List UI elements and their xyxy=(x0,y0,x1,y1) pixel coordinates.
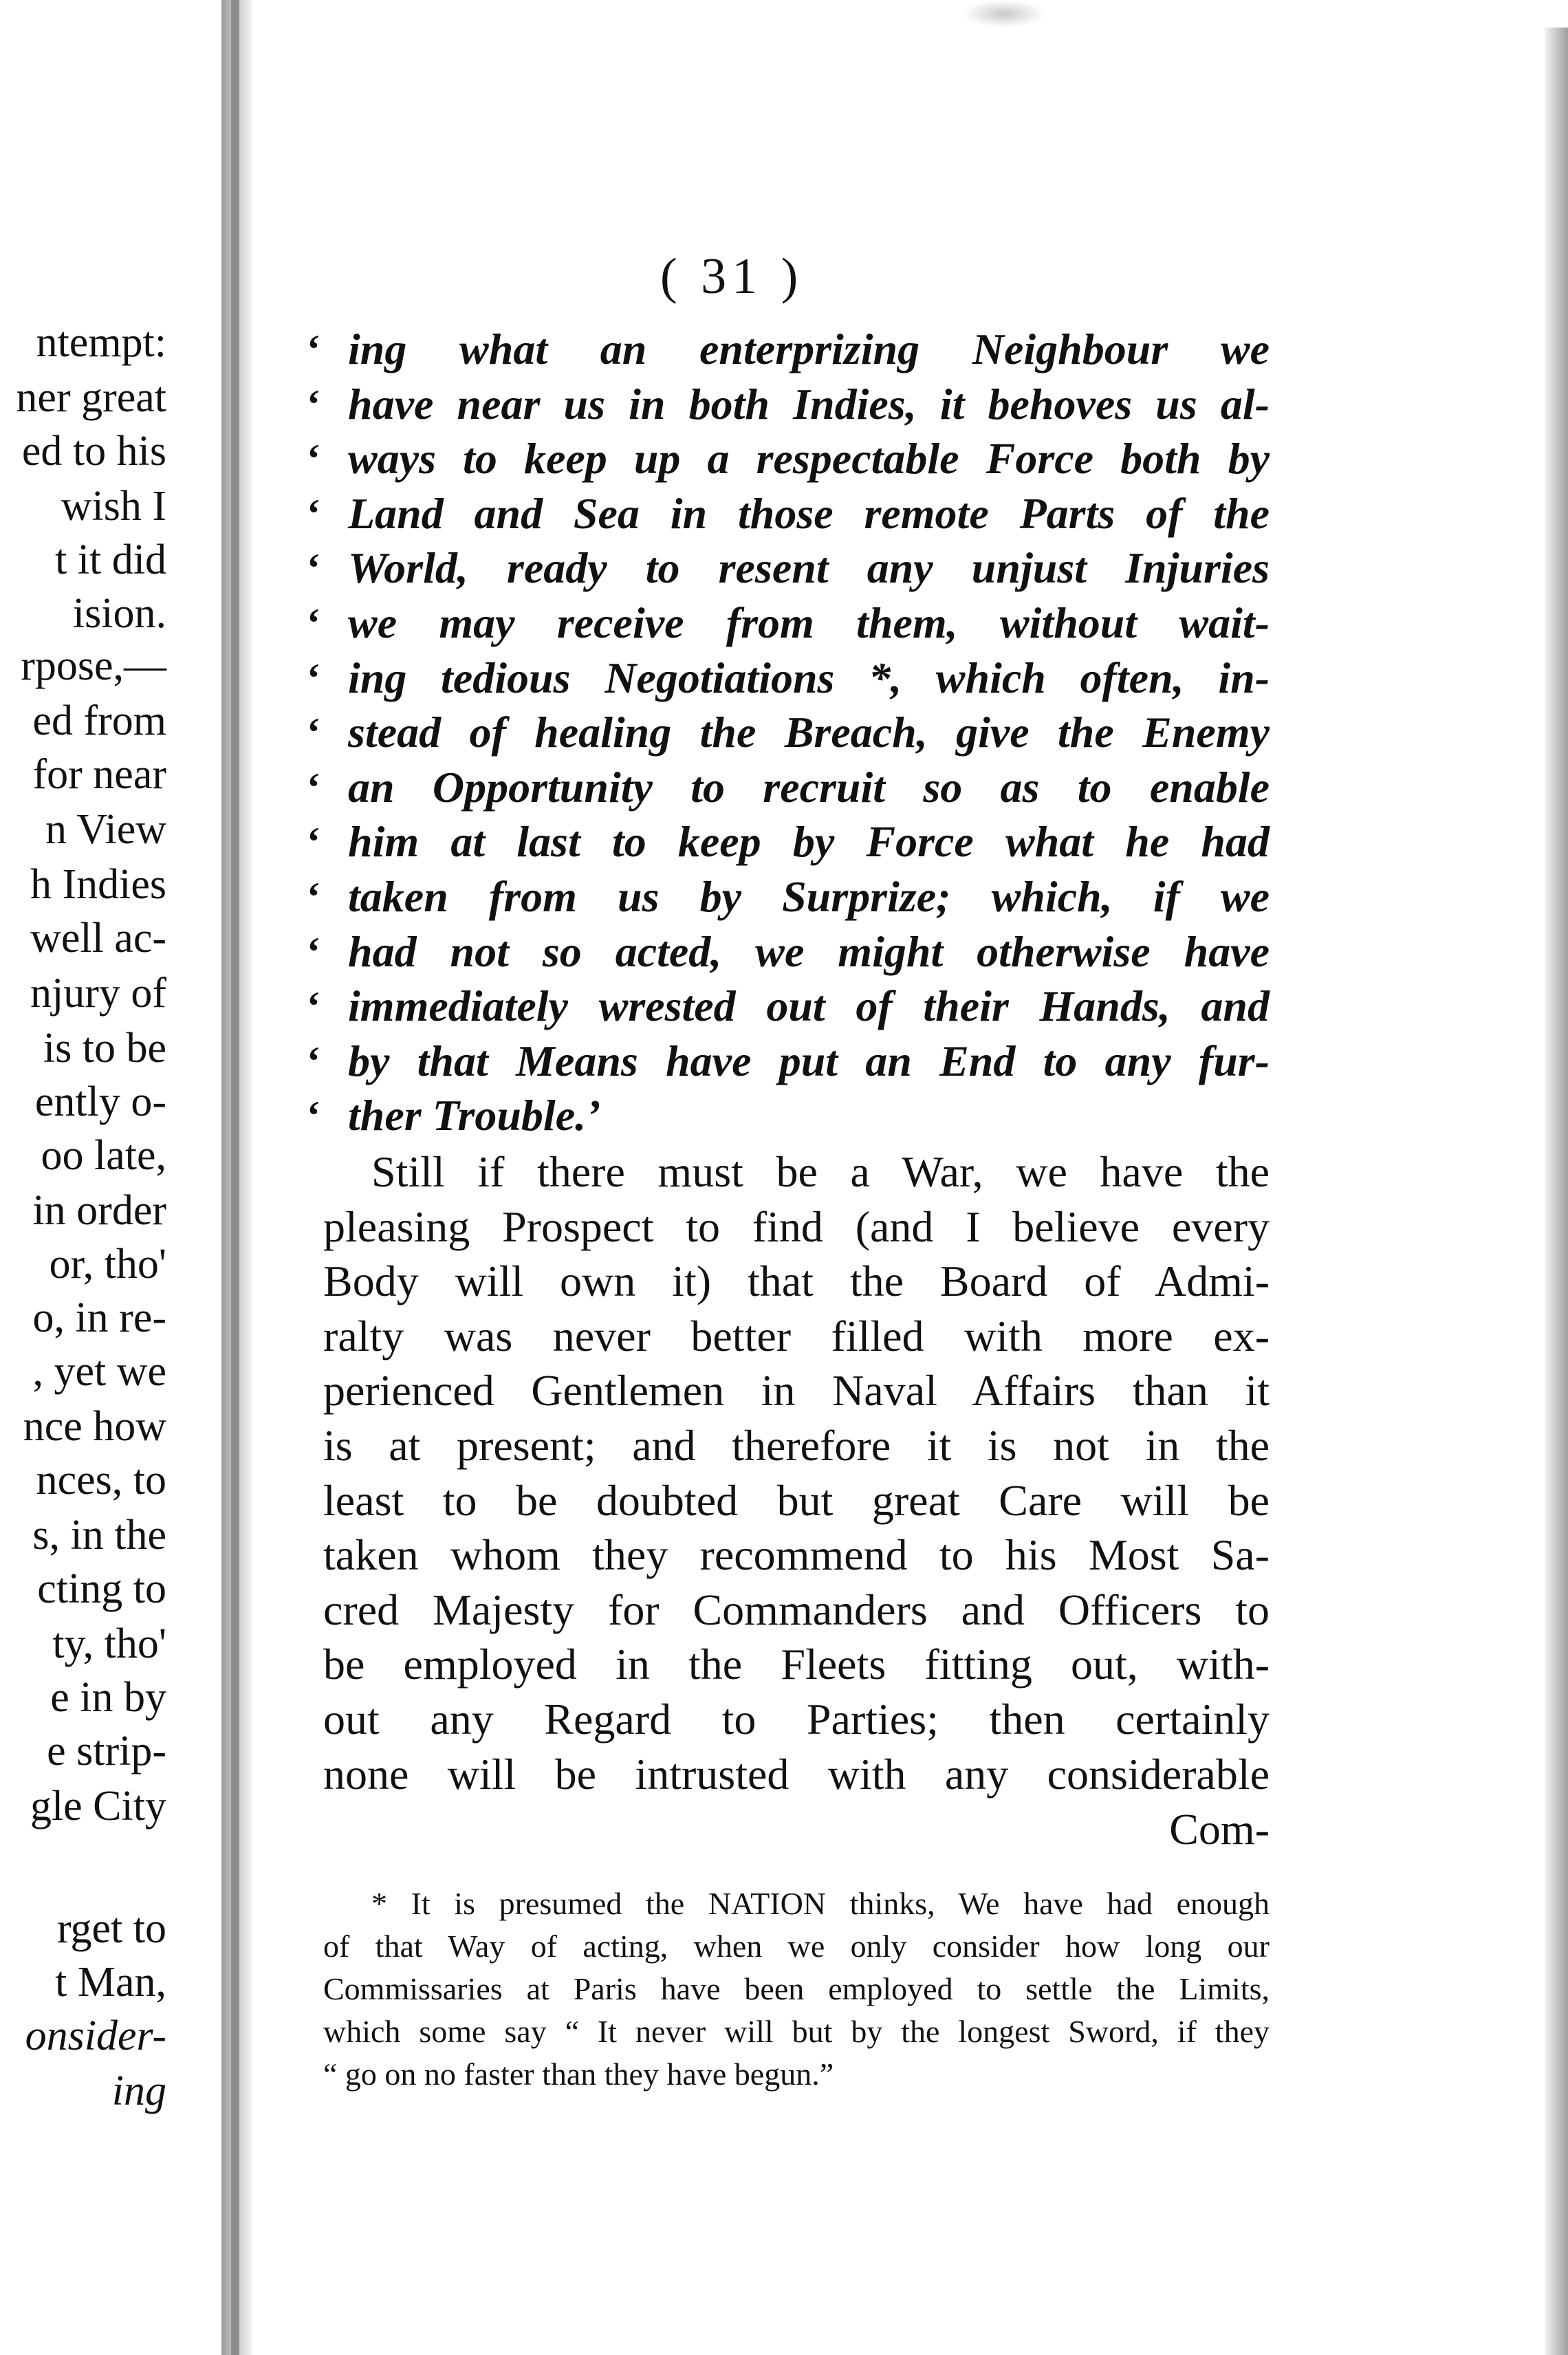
facing-page-line: or, tho' xyxy=(49,1241,166,1288)
quote-line: had not so acted, we might otherwise have xyxy=(348,927,1270,976)
quote-mark: ‘ xyxy=(307,1093,320,1138)
body-line: Body will own it) that the Board of Admi- xyxy=(323,1257,1270,1305)
facing-page-line: h Indies xyxy=(30,861,166,908)
facing-page-line: for near xyxy=(32,751,166,798)
quote-line: have near us in both Indies, it behoves us al- xyxy=(348,380,1270,428)
facing-page-line: ner great xyxy=(16,374,166,421)
body-line: perienced Gentlemen in Naval Affairs than it xyxy=(323,1366,1270,1415)
quote-mark: ‘ xyxy=(307,382,320,427)
facing-page-line: ing xyxy=(111,2068,166,2114)
quote-mark: ‘ xyxy=(307,1039,320,1084)
facing-page-line: ision. xyxy=(72,590,166,637)
facing-page-line: oo late, xyxy=(41,1132,166,1179)
facing-page-fragment xyxy=(0,0,221,2355)
facing-page-line: ty, tho' xyxy=(52,1620,166,1667)
quote-line: ways to keep up a respectable Force both by xyxy=(348,434,1270,483)
body-line: none will be intrusted with any considerable xyxy=(323,1750,1270,1799)
quote-mark: ‘ xyxy=(307,545,320,591)
quote-line: ing tedious Negotiations *, which often, in- xyxy=(348,653,1270,702)
facing-page-line: ed to his xyxy=(21,428,166,475)
quote-mark: ‘ xyxy=(307,819,320,865)
quote-line: ing what an enterprizing Neighbour we xyxy=(348,325,1270,373)
quote-mark: ‘ xyxy=(307,929,320,975)
facing-page-line: rget to xyxy=(57,1905,166,1952)
facing-page-line: nces, to xyxy=(36,1457,166,1504)
gutter-spine xyxy=(231,0,239,2355)
quote-line: ther Trouble.’ xyxy=(348,1091,601,1140)
body-line: taken whom they recommend to his Most Sa- xyxy=(323,1530,1270,1579)
facing-page-line: t it did xyxy=(55,536,166,583)
quote-mark: ‘ xyxy=(307,655,320,701)
quote-line: Land and Sea in those remote Parts of the xyxy=(348,489,1270,538)
body-line: be employed in the Fleets fitting out, with- xyxy=(323,1640,1270,1689)
quote-mark: ‘ xyxy=(307,436,320,481)
body-line: pleasing Prospect to find (and I believe every xyxy=(323,1202,1270,1251)
quote-line: immediately wrested out of their Hands, and xyxy=(348,981,1270,1030)
facing-page-line: , yet we xyxy=(32,1348,166,1395)
footnote-line: Commissaries at Paris have been employed to settle the Limits, xyxy=(323,1971,1270,2006)
quote-line: by that Means have put an End to any fur- xyxy=(348,1037,1270,1085)
body-line: least to be doubted but great Care will be xyxy=(323,1476,1270,1525)
facing-page-line: gle City xyxy=(30,1783,166,1830)
facing-page-line: s, in the xyxy=(32,1512,166,1559)
quote-line: taken from us by Surprize; which, if we xyxy=(348,872,1270,921)
page-smudge xyxy=(963,0,1045,28)
facing-page-line: in order xyxy=(32,1187,166,1234)
footnote-line: “ go on no faster than they have begun.” xyxy=(323,2056,834,2092)
facing-page-line: o, in re- xyxy=(32,1294,166,1341)
body-line: Still if there must be a War, we have the xyxy=(371,1147,1270,1196)
facing-page-line: t Man, xyxy=(55,1959,166,2006)
quote-mark: ‘ xyxy=(307,491,320,536)
facing-page-line: n View xyxy=(45,806,166,853)
facing-page-line: njury of xyxy=(30,970,166,1017)
footnote-line: of that Way of acting, when we only consider how long our xyxy=(323,1929,1270,1964)
quote-mark: ‘ xyxy=(307,874,320,920)
facing-page-line: e in by xyxy=(50,1674,166,1721)
quote-line: stead of healing the Breach, give the Enemy xyxy=(348,708,1270,757)
facing-page-line: ently o- xyxy=(34,1078,166,1125)
facing-page-line: onsider- xyxy=(25,2012,166,2059)
page-number: ( 31 ) xyxy=(660,248,804,305)
facing-page-line: nce how xyxy=(23,1403,166,1450)
facing-page-line: well ac- xyxy=(30,915,166,962)
facing-page-line: ntempt: xyxy=(36,319,166,366)
body-line: ralty was never better filled with more ex- xyxy=(323,1312,1270,1360)
quote-mark: ‘ xyxy=(307,600,320,646)
body-line: cred Majesty for Commanders and Officers to xyxy=(323,1585,1270,1634)
facing-page-line: rpose,— xyxy=(21,642,166,689)
facing-page-line: e strip- xyxy=(47,1728,166,1775)
facing-page-line: is to be xyxy=(43,1025,166,1072)
quote-mark: ‘ xyxy=(307,710,320,755)
quote-line: him at last to keep by Force what he had xyxy=(348,817,1270,866)
body-line: out any Regard to Parties; then certainly xyxy=(323,1695,1270,1744)
quote-mark: ‘ xyxy=(307,765,320,810)
facing-page-line: wish I xyxy=(61,483,166,530)
quote-line: World, ready to resent any unjust Injuries xyxy=(348,543,1270,592)
body-line: is at present; and therefore it is not in the xyxy=(323,1421,1270,1470)
quote-line: an Opportunity to recruit so as to enable xyxy=(348,763,1270,812)
footnote-line: which some say “ It never will but by the longest Sword, if they xyxy=(323,2014,1270,2049)
quote-line: we may receive from them, without wait- xyxy=(348,598,1270,647)
quote-mark: ‘ xyxy=(307,984,320,1029)
quote-mark: ‘ xyxy=(307,327,320,372)
page-edge-right xyxy=(1545,28,1568,2355)
facing-page-line: cting to xyxy=(37,1565,166,1612)
catchword: Com- xyxy=(1169,1805,1270,1854)
facing-page-line: ed from xyxy=(32,697,166,744)
footnote-line: * It is presumed the NATION thinks, We have had enough xyxy=(371,1886,1270,1921)
